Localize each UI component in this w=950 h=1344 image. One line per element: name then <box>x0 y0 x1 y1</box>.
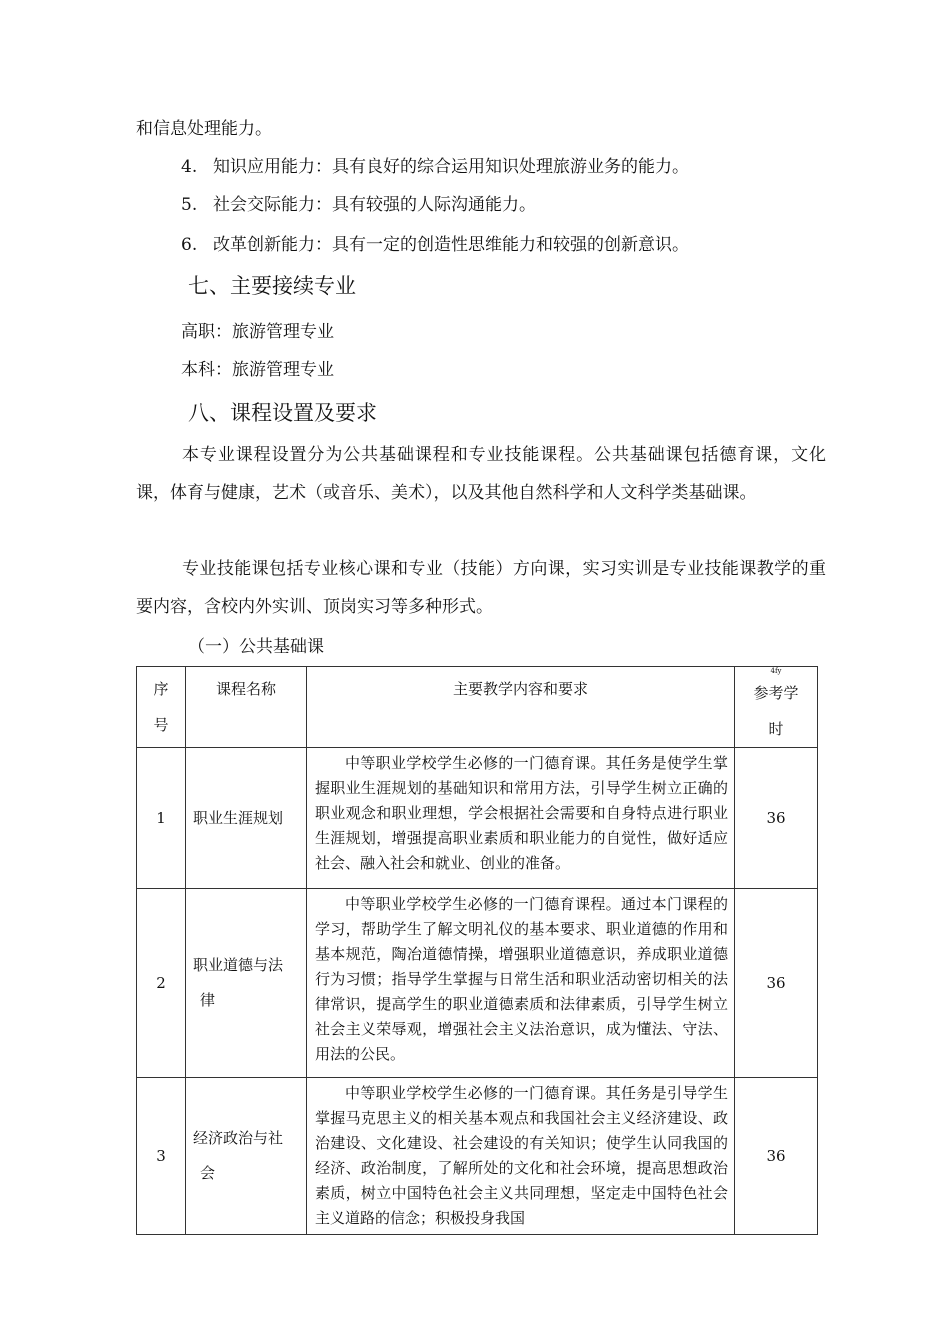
ability-num: 6. <box>181 235 198 255</box>
row-hours: 36 <box>735 1078 818 1235</box>
ability-item-5 <box>181 197 536 214</box>
ability-text: 知识应用能力：具有良好的综合运用知识处理旅游业务的能力。 <box>213 157 689 177</box>
ability-text: 社会交际能力：具有较强的人际沟通能力。 <box>213 195 536 215</box>
row-no: 3 <box>137 1078 186 1235</box>
ability-text: 改革创新能力：具有一定的创造性思维能力和较强的创新意识。 <box>213 235 689 255</box>
row-content-clip <box>307 889 734 1077</box>
header-no-line1: 序 <box>153 680 169 698</box>
table-row <box>137 748 818 889</box>
section8-paragraph-2: 专业技能课包括专业核心课和专业（技能）方向课，实习实训是专业技能课教学的重要内容，含校内外实训、顶岗实习等多种形式。 <box>136 559 826 617</box>
row-no: 1 <box>137 748 186 889</box>
public-course-table <box>136 666 818 1235</box>
header-no-line2: 号 <box>153 716 169 734</box>
ability-item-6 <box>181 237 689 254</box>
table-row <box>137 889 818 1078</box>
header-hours-line1: 参考学 <box>753 684 799 702</box>
row-content <box>307 889 735 1078</box>
course-name-line1: 职业道德与法 <box>193 956 284 974</box>
header-hours <box>735 667 818 748</box>
row-course-name <box>186 748 307 889</box>
course-name-line1: 经济政治与社 <box>193 1129 284 1147</box>
header-name <box>186 667 307 748</box>
row-content-text: 中等职业学校学生必修的一门德育课。其任务是引导学生掌握马克思主义的相关基本观点和我国社会主义经济建设、政治建设、文化建设、社会建设的有关知识；使学生认同我国的经济、政治制度，了解所处的文化和社会环境，提高思想政治素质，树立中国特色社会主义共同理想，坚定走中国特色社会主义道路的信念；积极投身我国 <box>315 1084 728 1227</box>
row-hours: 36 <box>735 889 818 1078</box>
ability-num: 5. <box>181 195 198 215</box>
header-no <box>137 667 186 748</box>
row-course-name <box>186 1078 307 1235</box>
ability-num: 4. <box>181 157 198 177</box>
course-name-line2: 律 <box>200 991 216 1009</box>
course-name-line1: 职业生涯规划 <box>193 808 284 827</box>
header-name-label: 课程名称 <box>215 680 276 698</box>
header-hours-mark: 4fy <box>770 667 782 675</box>
ability-item-4 <box>181 159 689 176</box>
subsection-title: （一）公共基础课 <box>188 637 324 657</box>
row-no: 2 <box>137 889 186 1078</box>
header-hours-line2: 时 <box>768 720 784 738</box>
section8-paragraph-1: 本专业课程设置分为公共基础课程和专业技能课程。公共基础课包括德育课，文化课，体育与健康，艺术（或音乐、美术），以及其他自然科学和人文科学类基础课。 <box>136 445 826 503</box>
header-content-label: 主要教学内容和要求 <box>452 680 588 698</box>
row-course-name <box>186 889 307 1078</box>
row-content-text: 中等职业学校学生必修的一门德育课程。通过本门课程的学习，帮助学生了解文明礼仪的基本要求、职业道德的作用和基本规范，陶冶道德情操，增强职业道德意识，养成职业道德行为习惯；指导学生掌握与日常生活和职业活动密切相关的法律常识，提高学生的职业道德素质和法律素质，引导学生树立社会主义荣辱观，增强社会主义法治意识，成为懂法、守法、用法的公民。 <box>315 895 728 1063</box>
table-header-row <box>137 667 818 748</box>
row-content-clip <box>307 748 734 888</box>
row-content <box>307 748 735 889</box>
course-name-line2: 会 <box>200 1164 216 1182</box>
intro-tail: 和信息处理能力。 <box>136 119 272 139</box>
section7-item-vocational: 高职：旅游管理专业 <box>181 322 334 342</box>
row-content-text: 中等职业学校学生必修的一门德育课。其任务是使学生掌握职业生涯规划的基础知识和常用方法，引导学生树立正确的职业观念和职业理想，学会根据社会需要和自身特点进行职业生涯规划，增强提高职业素质和职业能力的自觉性，做好适应社会、融入社会和就业、创业的准备。 <box>315 754 728 872</box>
section8-title: 八、课程设置及要求 <box>188 401 377 425</box>
row-content <box>307 1078 735 1235</box>
section7-title: 七、主要接续专业 <box>188 274 356 298</box>
row-hours: 36 <box>735 748 818 889</box>
header-content <box>307 667 735 748</box>
table-row <box>137 1078 818 1235</box>
section7-item-undergraduate: 本科：旅游管理专业 <box>181 360 334 380</box>
row-content-clip <box>307 1078 734 1234</box>
